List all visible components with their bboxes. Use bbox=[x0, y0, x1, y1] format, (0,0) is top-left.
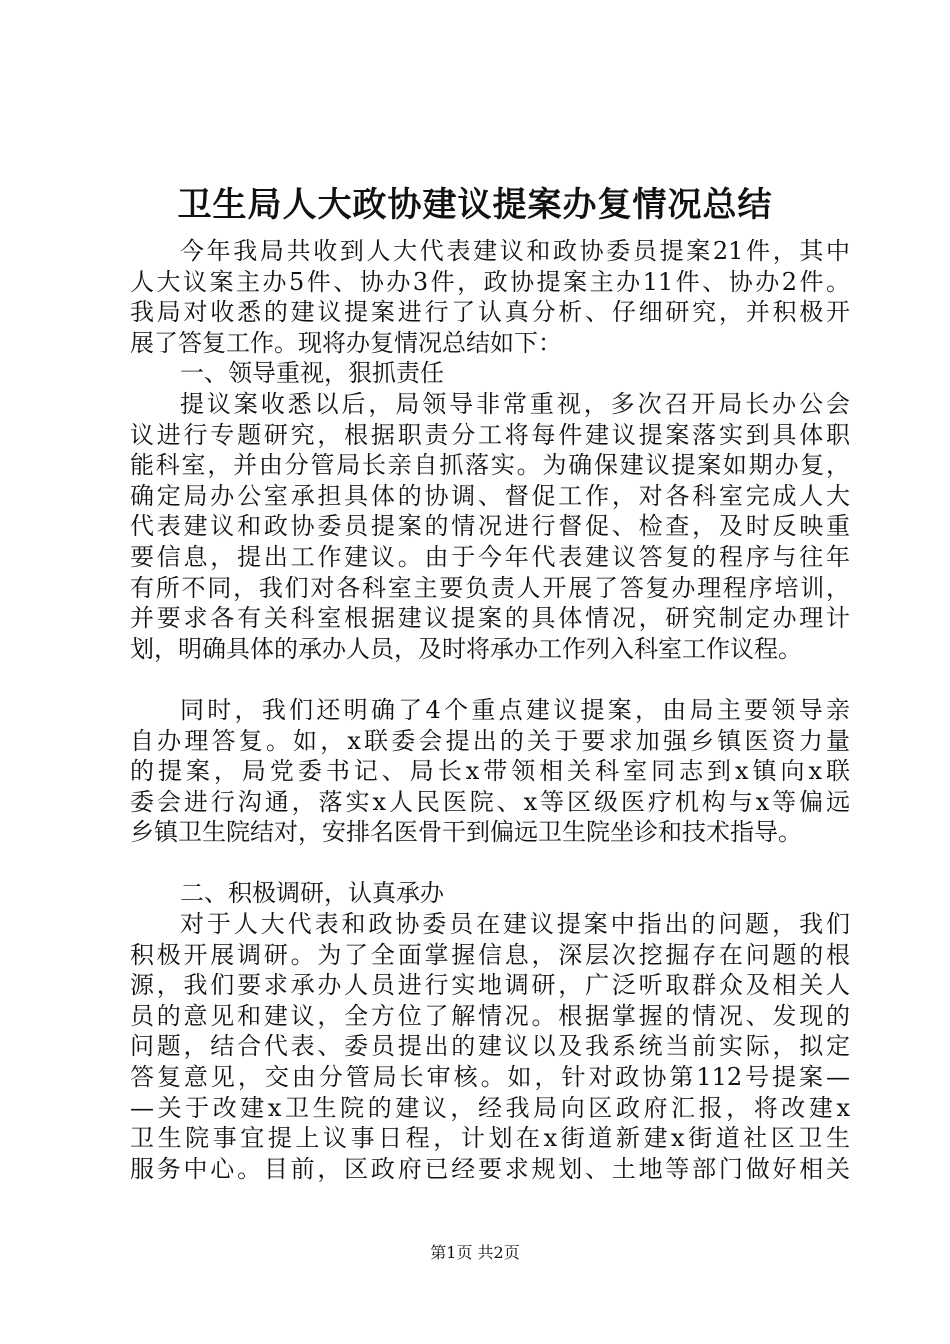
document-title: 卫生局人大政协建议提案办复情况总结 bbox=[177, 185, 773, 225]
text-line: 划，明确具体的承办人员，及时将承办工作列入科室工作议程。 bbox=[130, 634, 802, 663]
paragraph-leadership bbox=[130, 389, 850, 664]
text-line: 确定局办公室承担具体的协调、督促工作，对各科室完成人大 bbox=[130, 481, 850, 510]
text-line: 乡镇卫生院结对，安排名医骨干到偏远卫生院坐诊和技术指导。 bbox=[130, 818, 802, 847]
text-line: 议进行专题研究，根据职责分工将每件建议提案落实到具体职 bbox=[130, 420, 850, 449]
text-line: 今年我局共收到人大代表建议和政协委员提案21件，其中 bbox=[180, 237, 850, 265]
paragraph-gap bbox=[130, 664, 850, 695]
paragraph-key-proposals bbox=[130, 695, 850, 848]
section-heading-2: 二、积极调研，认真承办 bbox=[180, 879, 444, 908]
text-line: 并要求各有关科室根据建议提案的具体情况，研究制定办理计 bbox=[130, 604, 850, 633]
text-line: —关于改建x卫生院的建议，经我局向区政府汇报，将改建x bbox=[130, 1093, 850, 1122]
text-line: 提议案收悉以后，局领导非常重视，多次召开局长办公会 bbox=[180, 389, 850, 418]
text-line: 对于人大代表和政协委员在建议提案中指出的问题，我们 bbox=[180, 910, 850, 939]
text-line: 要信息，提出工作建议。由于今年代表建议答复的程序与往年 bbox=[130, 542, 850, 571]
text-line: 的提案，局党委书记、局长x带领相关科室同志到x镇向x联 bbox=[130, 757, 850, 786]
text-line: 卫生院事宜提上议事日程，计划在x街道新建x街道社区卫生 bbox=[130, 1124, 850, 1153]
text-line: 自办理答复。如，x联委会提出的关于要求加强乡镇医资力量 bbox=[130, 726, 850, 755]
text-line: 员的意见和建议，全方位了解情况。根据掌握的情况、发现的 bbox=[130, 1001, 850, 1030]
text-line: 问题，结合代表、委员提出的建议以及我系统当前实际，拟定 bbox=[130, 1032, 850, 1061]
text-line: 有所不同，我们对各科室主要负责人开展了答复办理程序培训， bbox=[130, 573, 850, 602]
text-line: 展了答复工作。现将办复情况总结如下： bbox=[130, 328, 562, 357]
section-heading-1: 一、领导重视，狠抓责任 bbox=[180, 359, 444, 388]
text-line: 人大议案主办5件、协办3件，政协提案主办11件、协办2件。 bbox=[130, 267, 850, 296]
text-line: 服务中心。目前，区政府已经要求规划、土地等部门做好相关 bbox=[130, 1154, 850, 1183]
paragraph-research bbox=[130, 909, 850, 1184]
paragraph-gap bbox=[130, 848, 850, 879]
text-line: 同时，我们还明确了4个重点建议提案，由局主要领导亲 bbox=[180, 695, 850, 724]
document-body bbox=[130, 236, 850, 1184]
text-line: 我局对收悉的建议提案进行了认真分析、仔细研究，并积极开 bbox=[130, 298, 850, 327]
text-line: 积极开展调研。为了全面掌握信息，深层次挖掘存在问题的根 bbox=[130, 940, 850, 969]
text-line: 能科室，并由分管局长亲自抓落实。为确保建议提案如期办复， bbox=[130, 451, 850, 480]
page-number-footer: 第1页 共2页 bbox=[430, 1243, 520, 1262]
text-line: 委会进行沟通，落实x人民医院、x等区级医疗机构与x等偏远 bbox=[130, 787, 850, 816]
text-line: 代表建议和政协委员提案的情况进行督促、检查，及时反映重 bbox=[130, 512, 850, 541]
text-line: 答复意见，交由分管局长审核。如，针对政协第112号提案— bbox=[130, 1063, 850, 1092]
paragraph-intro bbox=[130, 236, 850, 358]
text-line: 源，我们要求承办人员进行实地调研，广泛听取群众及相关人 bbox=[130, 971, 850, 1000]
